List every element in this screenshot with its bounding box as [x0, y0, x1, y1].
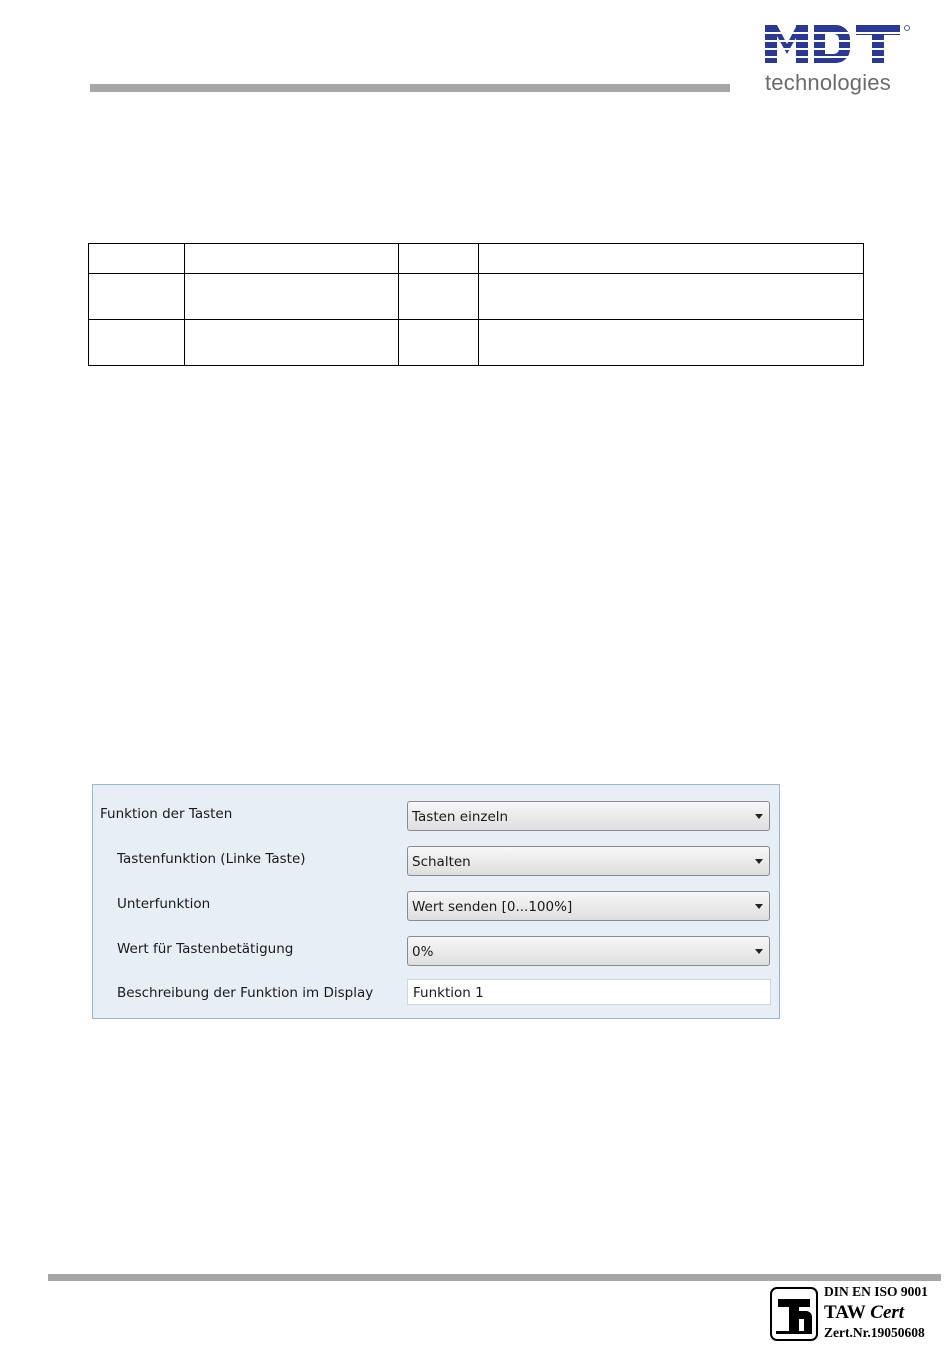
table-cell [399, 244, 479, 274]
select-value: Schalten [412, 854, 471, 870]
parameter-panel [92, 784, 780, 1019]
select-wert-fuer-tastenbetaetigung[interactable] [407, 936, 770, 966]
header-rule [90, 84, 730, 92]
select-funktion-der-tasten[interactable] [407, 801, 770, 831]
select-value: Tasten einzeln [412, 809, 509, 825]
label-wert-fuer-tastenbetaetigung: Wert für Tastenbetätigung [117, 941, 294, 957]
cert-issuer-b: Cert [870, 1301, 905, 1323]
label-tastenfunktion: Tastenfunktion (Linke Taste) [117, 851, 306, 867]
select-value: 0% [412, 944, 434, 960]
label-funktion-der-tasten: Funktion der Tasten [100, 806, 233, 822]
table-cell [479, 244, 864, 274]
table-cell [185, 244, 399, 274]
cert-number: Zert.Nr.19050608 [824, 1324, 925, 1340]
table-cell [399, 274, 479, 320]
chevron-down-icon [755, 904, 763, 909]
table-row [89, 244, 864, 274]
footer-rule [48, 1274, 941, 1281]
label-unterfunktion: Unterfunktion [117, 896, 211, 912]
chevron-down-icon [755, 859, 763, 864]
cert-issuer-a: TAW [824, 1301, 866, 1323]
select-unterfunktion[interactable] [407, 891, 770, 921]
description-input[interactable] [407, 979, 771, 1005]
select-value: Wert senden [0...100%] [412, 899, 573, 915]
table-row [89, 274, 864, 320]
table-cell [479, 274, 864, 320]
table-cell [185, 320, 399, 366]
chevron-down-icon [755, 949, 763, 954]
cert-standard: DIN EN ISO 9001 [824, 1284, 928, 1299]
input-value: Funktion 1 [413, 985, 484, 1001]
table-cell [89, 274, 185, 320]
chevron-down-icon [755, 814, 763, 819]
table-cell [89, 320, 185, 366]
logo-tagline: technologies [765, 70, 891, 95]
taw-cert-logo [770, 1287, 818, 1341]
iso-certification [824, 1285, 928, 1339]
label-beschreibung: Beschreibung der Funktion im Display [117, 985, 374, 1001]
table-cell [89, 244, 185, 274]
table-cell [399, 320, 479, 366]
table-row [89, 320, 864, 366]
table-cell [479, 320, 864, 366]
cert-issuer [824, 1303, 928, 1322]
select-tastenfunktion[interactable] [407, 846, 770, 876]
table-cell [185, 274, 399, 320]
empty-table [88, 243, 864, 366]
